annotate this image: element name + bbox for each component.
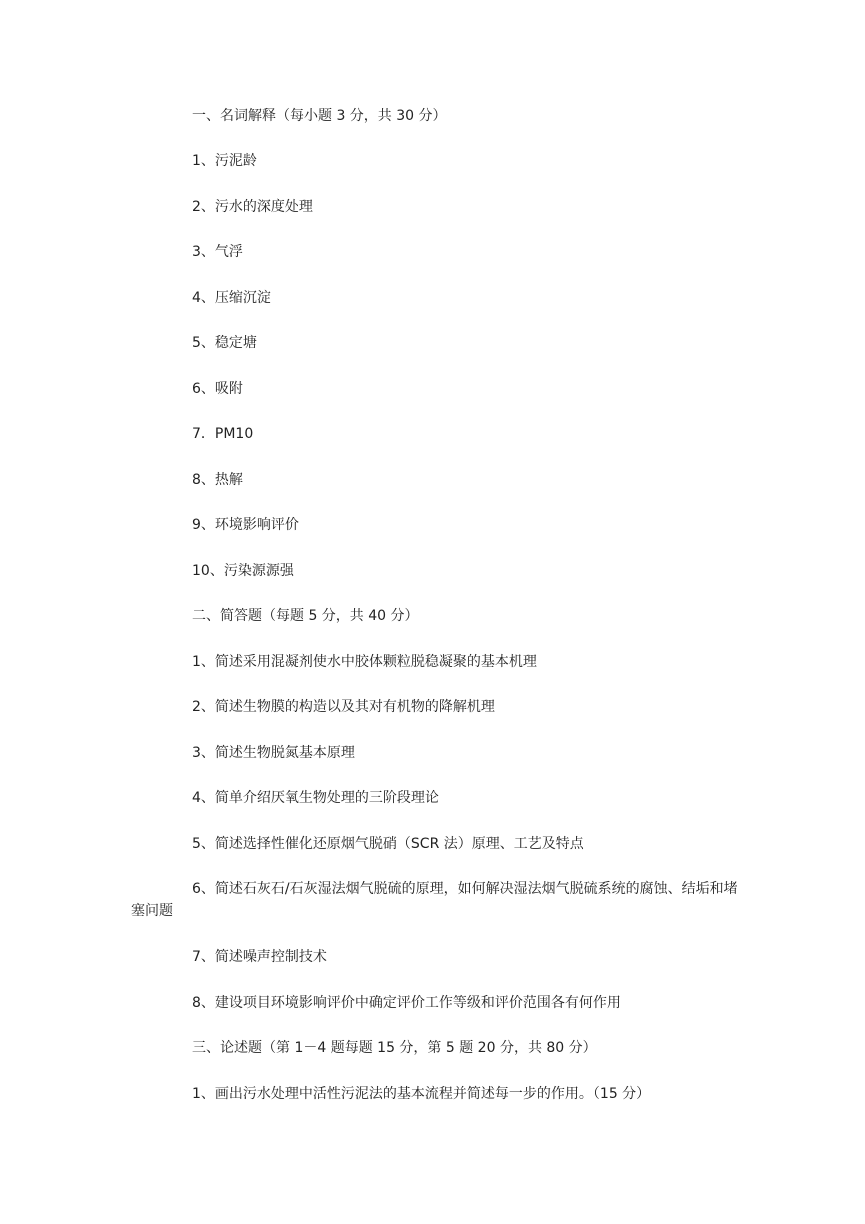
- section-1-item: 3、气浮: [192, 244, 243, 260]
- section-1-item: 5、稳定塘: [192, 335, 257, 351]
- section-2-item: 3、简述生物脱氮基本原理: [192, 745, 355, 761]
- section-1-item: 10、污染源源强: [192, 563, 294, 579]
- section-1-heading: 一、名词解释（每小题 3 分，共 30 分）: [192, 108, 447, 124]
- section-3-heading: 三、论述题（第 1－4 题每题 15 分，第 5 题 20 分，共 80 分）: [192, 1040, 597, 1056]
- section-3-item: 1、画出污水处理中活性污泥法的基本流程并简述每一步的作用。（15 分）: [192, 1086, 651, 1102]
- section-2-item: 7、简述噪声控制技术: [192, 949, 327, 965]
- section-1-item: 2、污水的深度处理: [192, 199, 313, 215]
- section-2-item: 1、简述采用混凝剂使水中胶体颗粒脱稳凝聚的基本机理: [192, 654, 537, 670]
- section-1-item: 4、压缩沉淀: [192, 290, 271, 306]
- section-2-heading: 二、简答题（每题 5 分，共 40 分）: [192, 608, 419, 624]
- section-2-item: 8、建设项目环境影响评价中确定评价工作等级和评价范围各有何作用: [192, 995, 621, 1011]
- section-1-item: 1、污泥龄: [192, 153, 257, 169]
- section-1-item: 9、环境影响评价: [192, 517, 299, 533]
- section-1-item: 7．PM10: [192, 426, 254, 442]
- section-2-item: 4、简单介绍厌氧生物处理的三阶段理论: [192, 790, 439, 806]
- section-1-item: 8、热解: [192, 472, 243, 488]
- section-2-item: 6、简述石灰石/石灰湿法烟气脱硫的原理，如何解决湿法烟气脱硫系统的腐蚀、结垢和堵塞问题: [131, 881, 738, 919]
- section-1-item: 6、吸附: [192, 381, 243, 397]
- section-2-item: 2、简述生物膜的构造以及其对有机物的降解机理: [192, 699, 495, 715]
- section-2-item: 5、简述选择性催化还原烟气脱硝（SCR 法）原理、工艺及特点: [192, 836, 584, 852]
